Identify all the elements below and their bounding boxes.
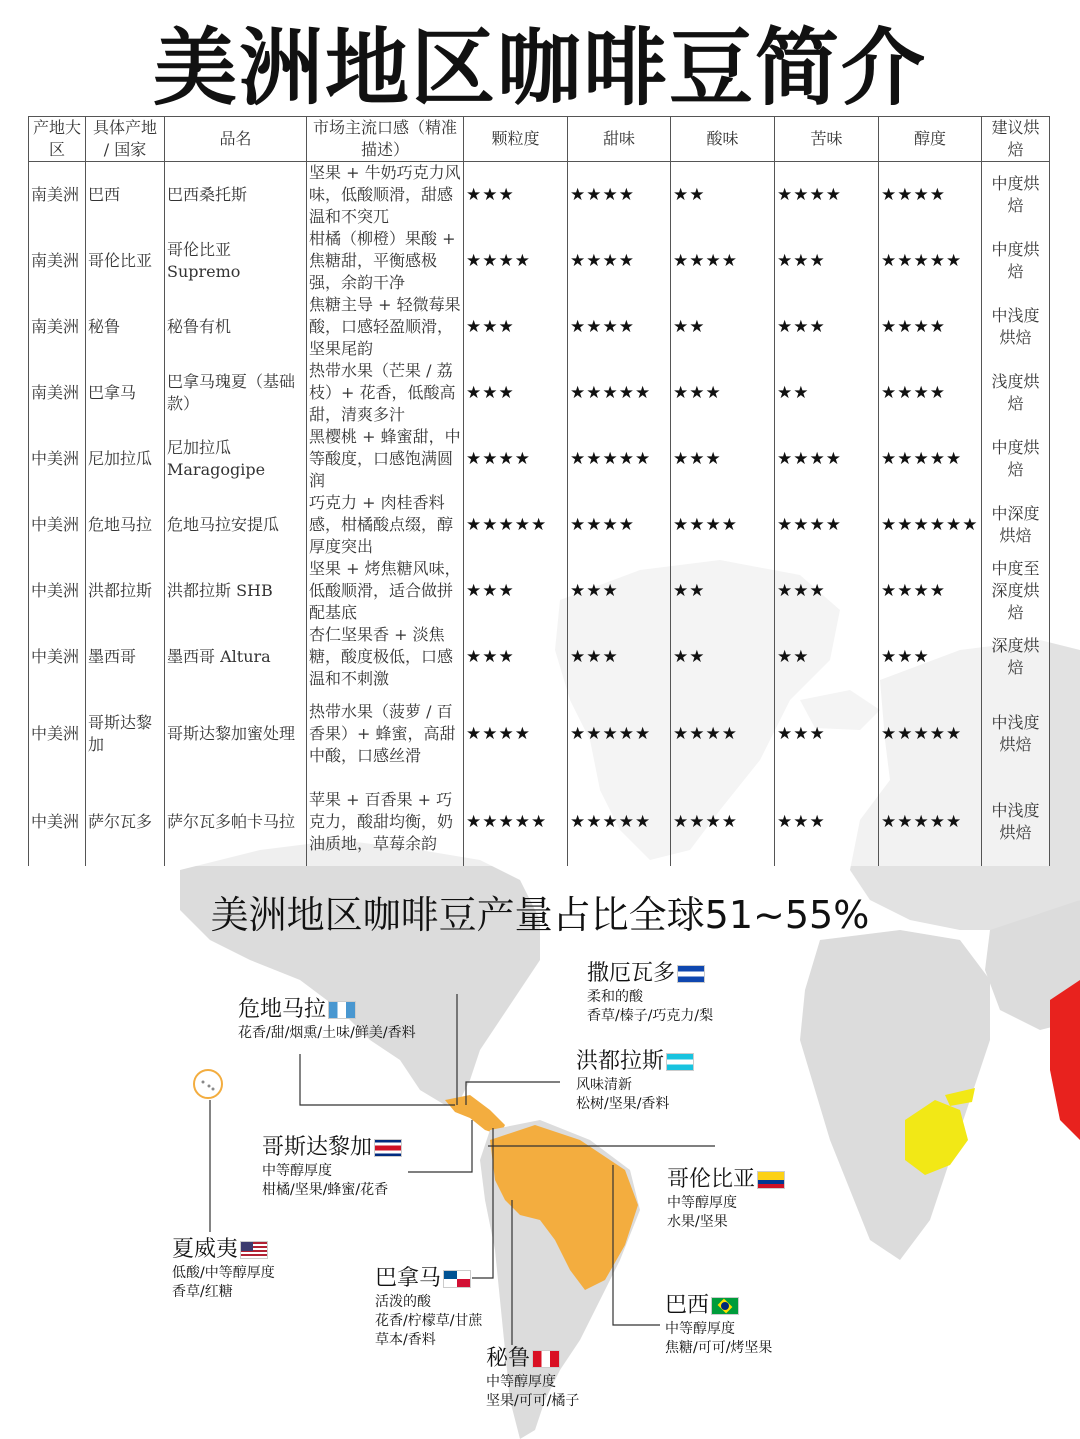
header-name: 品名 [165, 117, 307, 162]
row-name: 洪都拉斯 SHB [165, 558, 307, 624]
callout-desc: 花香/柠檬草/甘蔗 [375, 1313, 483, 1329]
table-row [29, 360, 1050, 426]
row-taste: 坚果 + 牛奶巧克力风味，低酸顺滑，甜感温和不突兀 [307, 162, 464, 229]
guatemala-flag-icon [328, 1001, 356, 1019]
row-roast: 中度烘焙 [982, 162, 1050, 229]
page-title: 美洲地区咖啡豆简介 [152, 19, 927, 117]
header-acid: 酸味 [671, 117, 775, 162]
row-taste: 坚果 + 烤焦糖风味，低酸顺滑，适合做拼配基底 [307, 558, 464, 624]
row-grain: ★★★ [464, 294, 568, 360]
callout-desc: 焦糖/可可/烤坚果 [665, 1340, 773, 1356]
row-sweet: ★★★★★ [568, 778, 671, 866]
row-region: 南美洲 [29, 294, 86, 360]
row-grain: ★★★ [464, 558, 568, 624]
india-shape [1050, 980, 1080, 1140]
row-grain: ★★★★★ [464, 778, 568, 866]
row-roast: 中浅度烘焙 [982, 690, 1050, 778]
row-grain: ★★★★ [464, 426, 568, 492]
header-grain: 颗粒度 [464, 117, 568, 162]
row-acid: ★★★★ [671, 492, 775, 558]
row-body: ★★★ [879, 624, 982, 690]
callout-name: 巴拿马 [375, 1266, 442, 1291]
row-body: ★★★★★★ [879, 492, 982, 558]
header-bitter: 苦味 [775, 117, 879, 162]
callout-costa-rica [262, 1134, 402, 1200]
callout-desc: 中等醇厚度 [486, 1374, 556, 1390]
row-roast: 浅度烘焙 [982, 360, 1050, 426]
callout-name: 危地马拉 [238, 997, 327, 1022]
row-roast: 中度烘焙 [982, 228, 1050, 294]
table-row [29, 162, 1050, 229]
coffee-bean-table [28, 116, 1050, 866]
callout-desc: 坚果/可可/橘子 [486, 1393, 580, 1409]
table-row [29, 624, 1050, 690]
row-region: 南美洲 [29, 228, 86, 294]
row-name: 巴拿马瑰夏（基础款） [165, 360, 307, 426]
row-taste: 杏仁坚果香 + 淡焦糖，酸度极低，口感温和不刺激 [307, 624, 464, 690]
row-taste: 巧克力 + 肉桂香料感，柑橘酸点缀，醇厚度突出 [307, 492, 464, 558]
table-row [29, 426, 1050, 492]
header-taste: 市场主流口感（精准描述） [307, 117, 464, 162]
row-name: 尼加拉瓜 Maragogipe [165, 426, 307, 492]
callout-desc: 中等醇厚度 [262, 1163, 332, 1179]
row-grain: ★★★★ [464, 690, 568, 778]
row-country: 巴西 [86, 162, 165, 229]
row-taste: 热带水果（菠萝 / 百香果）+ 蜂蜜，高甜中酸，口感丝滑 [307, 690, 464, 778]
callout-desc: 松树/坚果/香料 [576, 1096, 670, 1112]
row-country: 哥伦比亚 [86, 228, 165, 294]
row-roast: 中度至深度烘焙 [982, 558, 1050, 624]
header-body: 醇度 [879, 117, 982, 162]
callout-desc: 柑橘/坚果/蜂蜜/花香 [262, 1182, 389, 1198]
table-row [29, 294, 1050, 360]
callout-panama [375, 1265, 482, 1350]
row-acid: ★★★ [671, 360, 775, 426]
row-grain: ★★★ [464, 624, 568, 690]
usa-flag-icon [240, 1241, 268, 1259]
row-bitter: ★★ [775, 624, 879, 690]
row-acid: ★★★ [671, 426, 775, 492]
callout-desc: 活泼的酸 [375, 1294, 431, 1310]
callout-desc: 中等醇厚度 [667, 1195, 737, 1211]
callout-name: 哥斯达黎加 [262, 1135, 373, 1160]
row-bitter: ★★★★ [775, 426, 879, 492]
row-name: 秘鲁有机 [165, 294, 307, 360]
callout-name: 夏威夷 [172, 1237, 239, 1262]
row-sweet: ★★★★ [568, 492, 671, 558]
callout-name: 哥伦比亚 [667, 1167, 756, 1192]
callout-desc: 香草/榛子/巧克力/梨 [587, 1008, 714, 1024]
row-name: 萨尔瓦多帕卡马拉 [165, 778, 307, 866]
row-sweet: ★★★★★ [568, 690, 671, 778]
callout-desc: 中等醇厚度 [665, 1321, 735, 1337]
el-salvador-flag-icon [677, 965, 705, 983]
row-body: ★★★★★ [879, 778, 982, 866]
row-acid: ★★★★ [671, 228, 775, 294]
callout-desc: 风味清新 [576, 1077, 632, 1093]
callout-brazil [665, 1292, 772, 1358]
row-name: 危地马拉安提瓜 [165, 492, 307, 558]
row-acid: ★★ [671, 558, 775, 624]
row-taste: 焦糖主导 + 轻微莓果酸，口感轻盈顺滑，坚果尾韵 [307, 294, 464, 360]
row-acid: ★★ [671, 624, 775, 690]
row-country: 尼加拉瓜 [86, 426, 165, 492]
row-name: 哥伦比亚 Supremo [165, 228, 307, 294]
callout-desc: 草本/香料 [375, 1332, 436, 1348]
row-acid: ★★ [671, 162, 775, 229]
callout-name: 洪都拉斯 [576, 1049, 665, 1074]
row-country: 墨西哥 [86, 624, 165, 690]
brazil-flag-icon [711, 1297, 739, 1315]
table-row [29, 778, 1050, 866]
row-grain: ★★★★ [464, 228, 568, 294]
row-body: ★★★★ [879, 360, 982, 426]
callout-colombia [667, 1166, 785, 1232]
row-taste: 柑橘（柳橙）果酸 + 焦糖甜，平衡感极强，余韵干净 [307, 228, 464, 294]
row-grain: ★★★ [464, 360, 568, 426]
header-country: 具体产地 / 国家 [86, 117, 165, 162]
row-country: 秘鲁 [86, 294, 165, 360]
row-acid: ★★ [671, 294, 775, 360]
header-region: 产地大区 [29, 117, 86, 162]
row-region: 中美洲 [29, 690, 86, 778]
callout-name: 撒厄瓦多 [587, 961, 676, 986]
north-america-shape [180, 840, 540, 1105]
row-bitter: ★★★ [775, 228, 879, 294]
callout-desc: 香草/红糖 [172, 1284, 233, 1300]
row-roast: 深度烘焙 [982, 624, 1050, 690]
row-bitter: ★★★ [775, 690, 879, 778]
row-region: 中美洲 [29, 778, 86, 866]
production-subtitle: 美洲地区咖啡豆产量占比全球51~55% [210, 893, 870, 937]
row-sweet: ★★★ [568, 558, 671, 624]
callout-desc: 柔和的酸 [587, 989, 643, 1005]
row-name: 巴西桑托斯 [165, 162, 307, 229]
row-body: ★★★★★ [879, 426, 982, 492]
row-roast: 中深度烘焙 [982, 492, 1050, 558]
row-bitter: ★★ [775, 360, 879, 426]
row-acid: ★★★★ [671, 778, 775, 866]
row-bitter: ★★★★ [775, 162, 879, 229]
row-bitter: ★★★★ [775, 492, 879, 558]
callout-desc: 低酸/中等醇厚度 [172, 1265, 275, 1281]
row-bitter: ★★★ [775, 294, 879, 360]
row-body: ★★★★★ [879, 690, 982, 778]
row-roast: 中度烘焙 [982, 426, 1050, 492]
table-header-row [29, 117, 1050, 162]
header-sweet: 甜味 [568, 117, 671, 162]
row-bitter: ★★★ [775, 558, 879, 624]
row-grain: ★★★★★ [464, 492, 568, 558]
row-taste: 热带水果（芒果 / 荔枝）+ 花香，低酸高甜，清爽多汁 [307, 360, 464, 426]
row-country: 萨尔瓦多 [86, 778, 165, 866]
table-row [29, 492, 1050, 558]
callout-guatemala [238, 996, 416, 1043]
row-region: 南美洲 [29, 162, 86, 229]
table-row [29, 690, 1050, 778]
row-region: 南美洲 [29, 360, 86, 426]
row-sweet: ★★★★★ [568, 360, 671, 426]
row-sweet: ★★★★ [568, 294, 671, 360]
callout-name: 秘鲁 [486, 1346, 531, 1371]
row-taste: 黑樱桃 + 蜂蜜甜，中等酸度，口感饱满圆润 [307, 426, 464, 492]
row-country: 哥斯达黎加 [86, 690, 165, 778]
hawaii-marker [194, 1070, 222, 1098]
colombia-flag-icon [757, 1171, 785, 1189]
callout-desc: 水果/坚果 [667, 1214, 728, 1230]
callout-honduras [576, 1048, 694, 1114]
row-region: 中美洲 [29, 558, 86, 624]
row-country: 危地马拉 [86, 492, 165, 558]
row-taste: 苹果 + 百香果 + 巧克力，酸甜均衡，奶油质地，草莓余韵 [307, 778, 464, 866]
row-name: 哥斯达黎加蜜处理 [165, 690, 307, 778]
callout-peru [486, 1345, 579, 1411]
row-sweet: ★★★★★ [568, 426, 671, 492]
row-bitter: ★★★ [775, 778, 879, 866]
panama-flag-icon [443, 1270, 471, 1288]
callout-desc: 花香/甜/烟熏/土味/鲜美/香料 [238, 1025, 416, 1041]
peru-flag-icon [532, 1350, 560, 1368]
row-name: 墨西哥 Altura [165, 624, 307, 690]
row-sweet: ★★★★ [568, 162, 671, 229]
row-region: 中美洲 [29, 624, 86, 690]
row-body: ★★★★ [879, 162, 982, 229]
honduras-flag-icon [666, 1053, 694, 1071]
row-body: ★★★★ [879, 294, 982, 360]
row-region: 中美洲 [29, 426, 86, 492]
row-country: 巴拿马 [86, 360, 165, 426]
callout-el-salvador [587, 960, 713, 1026]
callout-hawaii [172, 1236, 275, 1302]
row-body: ★★★★ [879, 558, 982, 624]
row-country: 洪都拉斯 [86, 558, 165, 624]
table-row [29, 558, 1050, 624]
row-body: ★★★★★ [879, 228, 982, 294]
row-roast: 中浅度烘焙 [982, 294, 1050, 360]
table-row [29, 228, 1050, 294]
callout-name: 巴西 [665, 1293, 710, 1318]
costa-rica-flag-icon [374, 1139, 402, 1157]
header-roast: 建议烘焙 [982, 117, 1050, 162]
row-sweet: ★★★★ [568, 228, 671, 294]
row-acid: ★★★★ [671, 690, 775, 778]
row-sweet: ★★★ [568, 624, 671, 690]
row-grain: ★★★ [464, 162, 568, 229]
row-region: 中美洲 [29, 492, 86, 558]
row-roast: 中浅度烘焙 [982, 778, 1050, 866]
